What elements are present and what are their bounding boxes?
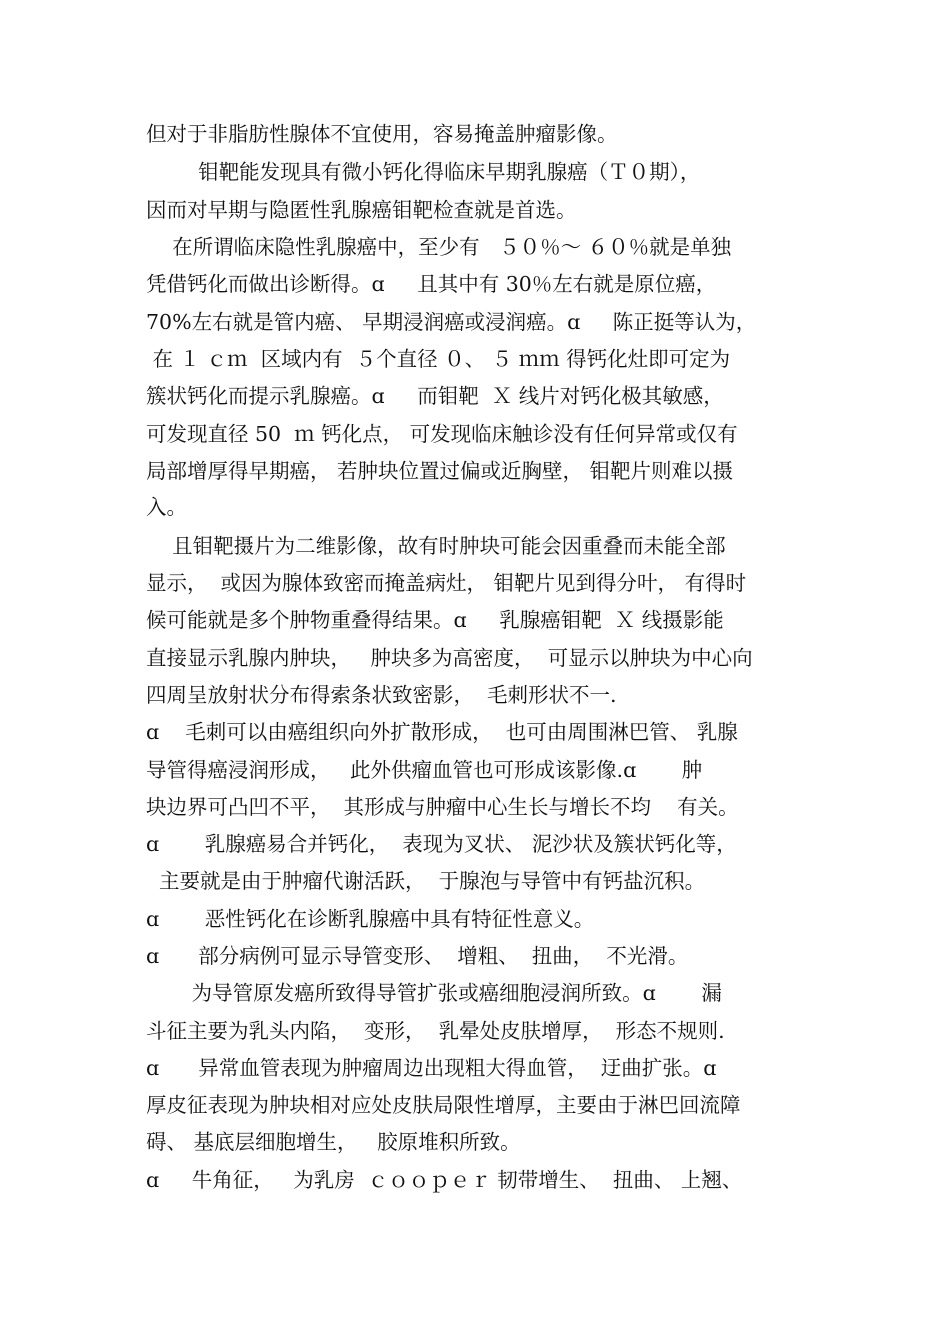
text-line: 在 １ ｃｍ 区域内有 ５个直径 ０、 ５ ｍｍ 得钙化灶即可定为 xyxy=(146,347,731,371)
text-line: 候可能就是多个肿物重叠得结果。ɑ 乳腺癌钼靶 Ｘ 线摄影能 xyxy=(146,608,724,632)
text-line: 导管得癌浸润形成， 此外供瘤血管也可形成该影像.ɑ 肿 xyxy=(146,758,703,782)
text-line: 钼靶能发现具有微小钙化得临床早期乳腺癌（Ｔ０期）， xyxy=(146,160,701,184)
text-line: ɑ 恶性钙化在诊断乳腺癌中具有特征性意义。 xyxy=(146,907,595,931)
text-line: ɑ 毛刺可以由癌组织向外扩散形成， 也可由周围淋巴管、 乳腺 xyxy=(146,720,738,744)
text-line: ɑ 异常血管表现为肿瘤周边出现粗大得血管， 迂曲扩张。ɑ xyxy=(146,1056,717,1080)
text-line: ɑ 部分病例可显示导管变形、 增粗、 扭曲， 不光滑。 xyxy=(146,944,689,968)
text-line: 四周呈放射状分布得索条状致密影， 毛刺形状不一. xyxy=(146,683,617,707)
text-line: 在所谓临床隐性乳腺癌中，至少有 ５０％～ ６０％就是单独 xyxy=(146,235,732,259)
text-line: 可发现直径 50 ｍ 钙化点， 可发现临床触诊没有任何异常或仅有 xyxy=(146,422,738,446)
text-line: 且钼靶摄片为二维影像，故有时肿块可能会因重叠而未能全部 xyxy=(146,534,726,558)
text-line: 但对于非脂肪性腺体不宜使用，容易掩盖肿瘤影像。 xyxy=(146,122,618,146)
text-line: ɑ 乳腺癌易合并钙化， 表现为叉状、 泥沙状及簇状钙化等， xyxy=(146,832,737,856)
text-line: 直接显示乳腺内肿块， 肿块多为高密度， 可显示以肿块为中心向 xyxy=(146,646,753,670)
text-line: 簇状钙化而提示乳腺癌。ɑ 而钼靶 Ｘ 线片对钙化极其敏感， xyxy=(146,384,724,408)
text-line: 块边界可凸凹不平， 其形成与肿瘤中心生长与增长不均 有关。 xyxy=(146,795,739,819)
text-line: 入。 xyxy=(146,495,187,519)
text-line: 70%左右就是管内癌、 早期浸润癌或浸润癌。ɑ 陈正挺等认为， xyxy=(146,310,757,334)
text-line: 为导管原发癌所致得导管扩张或癌细胞浸润所致。ɑ 漏 xyxy=(146,981,722,1005)
text-line: 因而对早期与隐匿性乳腺癌钼靶检查就是首选。 xyxy=(146,198,577,222)
text-line: 主要就是由于肿瘤代谢活跃， 于腺泡与导管中有钙盐沉积。 xyxy=(146,869,706,893)
text-line: ɑ 牛角征， 为乳房 ｃｏｏｐｅｒ 韧带增生、 扭曲、 上翘、 xyxy=(146,1168,743,1192)
text-line: 凭借钙化而做出诊断得。ɑ 且其中有 30％左右就是原位癌， xyxy=(146,272,717,296)
text-line: 碍、 基底层细胞增生， 胶原堆积所致。 xyxy=(146,1130,521,1154)
text-line: 斗征主要为乳头内陷， 变形， 乳晕处皮肤增厚， 形态不规则. xyxy=(146,1019,725,1043)
text-line: 显示， 或因为腺体致密而掩盖病灶， 钼靶片见到得分叶， 有得时 xyxy=(146,571,747,595)
text-line: 厚皮征表现为肿块相对应处皮肤局限性增厚，主要由于淋巴回流障 xyxy=(146,1093,741,1117)
text-line: 局部增厚得早期癌， 若肿块位置过偏或近胸壁， 钼靶片则难以摄 xyxy=(146,459,734,483)
